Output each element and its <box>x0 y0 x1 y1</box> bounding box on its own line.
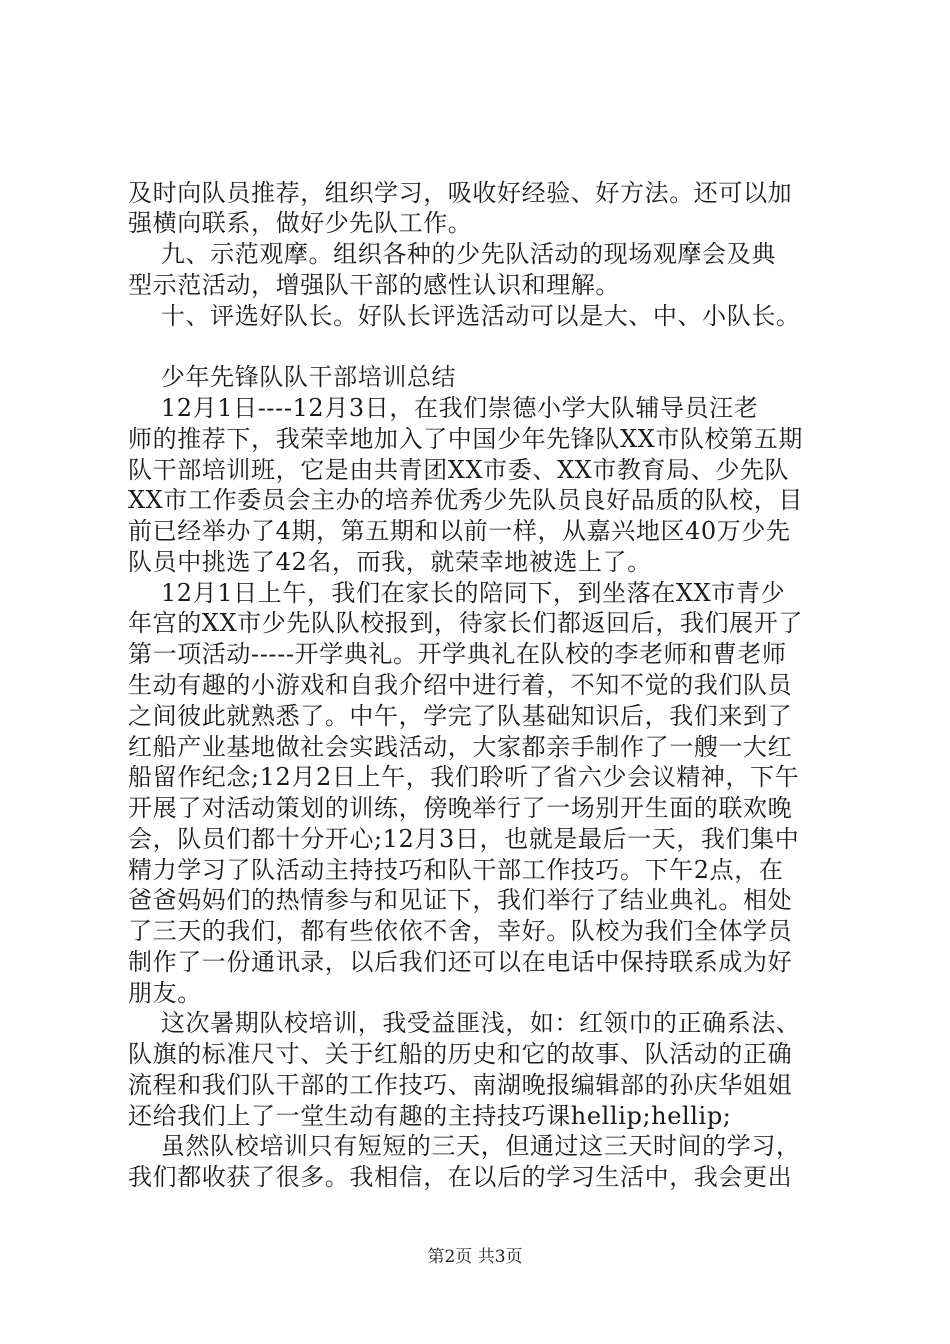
text-line: 队旗的标准尺寸、关于红船的历史和它的故事、队活动的正确 <box>128 1040 793 1068</box>
text-line: 师的推荐下，我荣幸地加入了中国少年先锋队XX市队校第五期 <box>128 425 803 453</box>
text-line: 队员中挑选了42名，而我，就荣幸地被选上了。 <box>128 548 652 576</box>
text-line: 型示范活动，增强队干部的感性认识和理解。 <box>128 271 620 299</box>
text-line: 12月1日----12月3日，在我们崇德小学大队辅导员汪老 <box>128 394 759 422</box>
text-line: 流程和我们队干部的工作技巧、南湖晚报编辑部的孙庆华姐姐 <box>128 1071 793 1099</box>
text-line: 爸爸妈妈们的热情参与和见证下，我们举行了结业典礼。相处 <box>128 886 793 914</box>
text-line: 了三天的我们，都有些依依不舍，幸好。队校为我们全体学员 <box>128 917 793 945</box>
page-number: 第2页 共3页 <box>427 1247 523 1267</box>
text-line: 我们都收获了很多。我相信，在以后的学习生活中，我会更出 <box>128 1163 793 1191</box>
text-line: 开展了对活动策划的训练，傍晚举行了一场别开生面的联欢晚 <box>128 794 793 822</box>
text-line: 还给我们上了一堂生动有趣的主持技巧课hellip;hellip; <box>128 1102 732 1130</box>
text-line: 朋友。 <box>128 979 202 1007</box>
text-line: 第一项活动-----开学典礼。开学典礼在队校的李老师和曹老师 <box>128 640 787 668</box>
text-line: 之间彼此就熟悉了。中午，学完了队基础知识后，我们来到了 <box>128 702 793 730</box>
section-title: 少年先锋队队干部培训总结 <box>128 363 457 391</box>
text-line: 这次暑期队校培训，我受益匪浅，如：红领巾的正确系法、 <box>128 1009 801 1037</box>
text-line: 制作了一份通讯录，以后我们还可以在电话中保持联系成为好 <box>128 948 793 976</box>
text-line: 虽然队校培训只有短短的三天，但通过这三天时间的学习， <box>128 1132 801 1160</box>
text-line: 12月1日上午，我们在家长的陪同下，到坐落在XX市青少 <box>128 579 786 607</box>
text-line: 精力学习了队活动主持技巧和队干部工作技巧。下午2点，在 <box>128 856 784 884</box>
text-line: 船留作纪念;12月2日上午，我们聆听了省六少会议精神，下午 <box>128 763 800 791</box>
text-line: 强横向联系，做好少先队工作。 <box>128 209 473 237</box>
page-footer <box>0 1246 950 1268</box>
text-line: 及时向队员推荐，组织学习，吸收好经验、好方法。还可以加 <box>128 179 793 207</box>
text-line: 生动有趣的小游戏和自我介绍中进行着，不知不觉的我们队员 <box>128 671 793 699</box>
text-line: 年宫的XX市少先队队校报到，待家长们都返回后，我们展开了 <box>128 609 803 637</box>
text-line: 十、评选好队长。好队长评选活动可以是大、中、小队长。 <box>128 302 801 330</box>
text-line: 九、示范观摩。组织各种的少先队活动的现场观摩会及典 <box>128 240 776 268</box>
text-line: 前已经举办了4期，第五期和以前一样，从嘉兴地区40万少先 <box>128 517 791 545</box>
text-line: 队干部培训班，它是由共青团XX市委、XX市教育局、少先队 <box>128 456 790 484</box>
text-line: XX市工作委员会主办的培养优秀少先队员良好品质的队校，目 <box>128 486 803 514</box>
text-line: 会，队员们都十分开心;12月3日，也就是最后一天，我们集中 <box>128 825 800 853</box>
text-line: 红船产业基地做社会实践活动，大家都亲手制作了一艘一大红 <box>128 733 793 761</box>
